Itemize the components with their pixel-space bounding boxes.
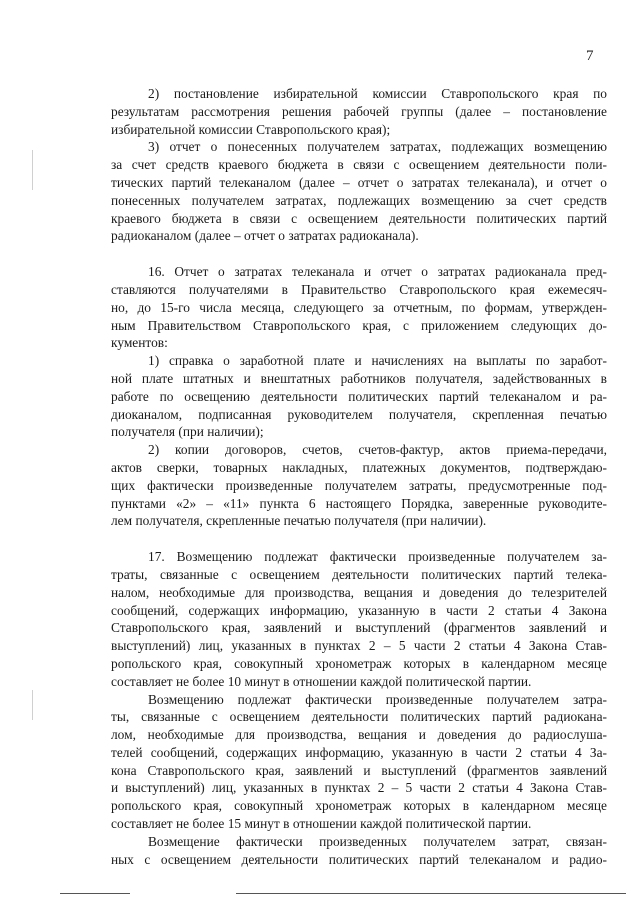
text-line: работе по освещению деятельности политических партий телеканалом и ра- [111,388,607,404]
text-line: ты, связанные с освещением деятельности политических партий радиокана- [111,709,607,725]
text-line: краевого бюджета в связи с освещением деятельности политических партий [111,210,607,226]
text-line: ставляются получателями в Правительство Ставропольского края ежемесяч- [111,281,607,297]
text-line: Возмещение фактически произведенных получателем затрат, связан- [148,833,607,849]
document-body [111,85,607,868]
scan-margin-mark [32,690,33,720]
page-number: 7 [586,48,594,64]
text-line: кона Ставропольского края, заявлений и выступлений (фрагментов заявлений [111,762,607,778]
text-line: выступлений) лиц, указанных в пунктах 2 – 5 части 2 статьи 4 Закона Став- [111,638,607,654]
text-line: траты, связанные с освещением деятельности политических партий телека- [111,566,607,582]
text-line: сообщений, содержащих информацию, указанную в части 2 статьи 4 Закона [111,602,607,618]
text-line: Возмещению подлежат фактически произведенные получателем затра- [148,691,607,707]
text-line: кументов: [111,335,168,351]
text-line: Ставропольского края, заявлений и выступлений (фрагментов заявлений и [111,620,607,636]
text-line: лем получателя, скрепленные печатью получателя (при наличии). [111,513,487,529]
paragraph-subitem-1 [111,352,607,441]
text-line: актов сверки, товарных накладных, платежных документов, подтверждаю- [111,459,607,475]
footer-rule-right [236,893,626,894]
text-line: 2) копии договоров, счетов, счетов-фактур, актов приема-передачи, [148,442,607,458]
text-line: ропольского края, совокупный хронометраж которых в календарном месяце [111,798,607,814]
footer-rule-left [60,893,130,894]
text-line: лом, необходимые для производства, вещания и доведения до радиослуша- [111,727,607,743]
scan-margin-mark [32,150,33,190]
text-line: и выступлений) лиц, указанных в пунктах 2 – 5 части 2 статьи 4 Закона Став- [111,780,607,796]
text-line: за счет средств краевого бюджета в связи с освещением деятельности поли- [111,157,607,173]
text-line: составляет не более 10 минут в отношении каждой политической партии. [111,673,532,689]
text-line: 17. Возмещению подлежат фактически произведенные получателем за- [148,549,607,565]
text-line: 16. Отчет о затратах телеканала и отчет о затратах радиоканала пред- [148,264,607,280]
paragraph-item-3 [111,138,607,245]
text-line: налом, необходимые для производства, вещания и доведения до телезрителей [111,584,607,600]
text-line: результатам рассмотрения решения рабочей группы (далее – постановление [111,103,607,119]
text-line: ропольского края, совокупный хронометраж которых в календарном месяце [111,655,607,671]
text-line: щих фактически произведенные получателем затраты, предусмотренные под- [111,477,607,493]
text-line: пунктами «2» – «11» пункта 6 настоящего Порядка, заверенные руководите- [111,495,607,511]
text-line: 1) справка о заработной плате и начислениях на выплаты по заработ- [148,353,607,369]
paragraph-radio-reimbursement [111,691,607,833]
text-line: понесенных получателем затратах, подлежащих возмещению за счет средств [111,192,607,208]
text-line: 3) отчет о понесенных получателем затратах, подлежащих возмещению [148,139,607,155]
text-line: тических партий телеканалом (далее – отчет о затратах телеканала), и отчет о [111,174,607,190]
text-line: 2) постановление избирательной комиссии Ставропольского края по [148,86,607,101]
text-line: телей сообщений, содержащих информацию, указанную в части 2 статьи 4 За- [111,744,607,760]
text-line: ных с освещением деятельности политических партий телеканалом и радио- [111,851,607,867]
text-line: получателя (при наличии); [111,424,264,440]
paragraph-subitem-2 [111,441,607,530]
paragraph-section-16 [111,263,607,352]
text-line: ным Правительством Ставропольского края, с приложением следующих до- [111,317,607,333]
paragraph-reimbursement-continued [111,833,607,869]
text-line: ной плате штатных и внештатных работников получателя, задействованных в [111,370,607,386]
text-line: радиоканалом (далее – отчет о затратах радиоканала). [111,228,419,244]
paragraph-item-2 [111,85,607,138]
text-line: диоканалом, подписанная руководителем получателя, скрепленная печатью [111,406,607,422]
text-line: составляет не более 15 минут в отношении каждой политической партии. [111,816,532,832]
text-line: избирательной комиссии Ставропольского края); [111,121,391,137]
paragraph-section-17 [111,548,607,690]
text-line: но, до 15-го числа месяца, следующего за отчетным, по формам, утвержден- [111,299,607,315]
